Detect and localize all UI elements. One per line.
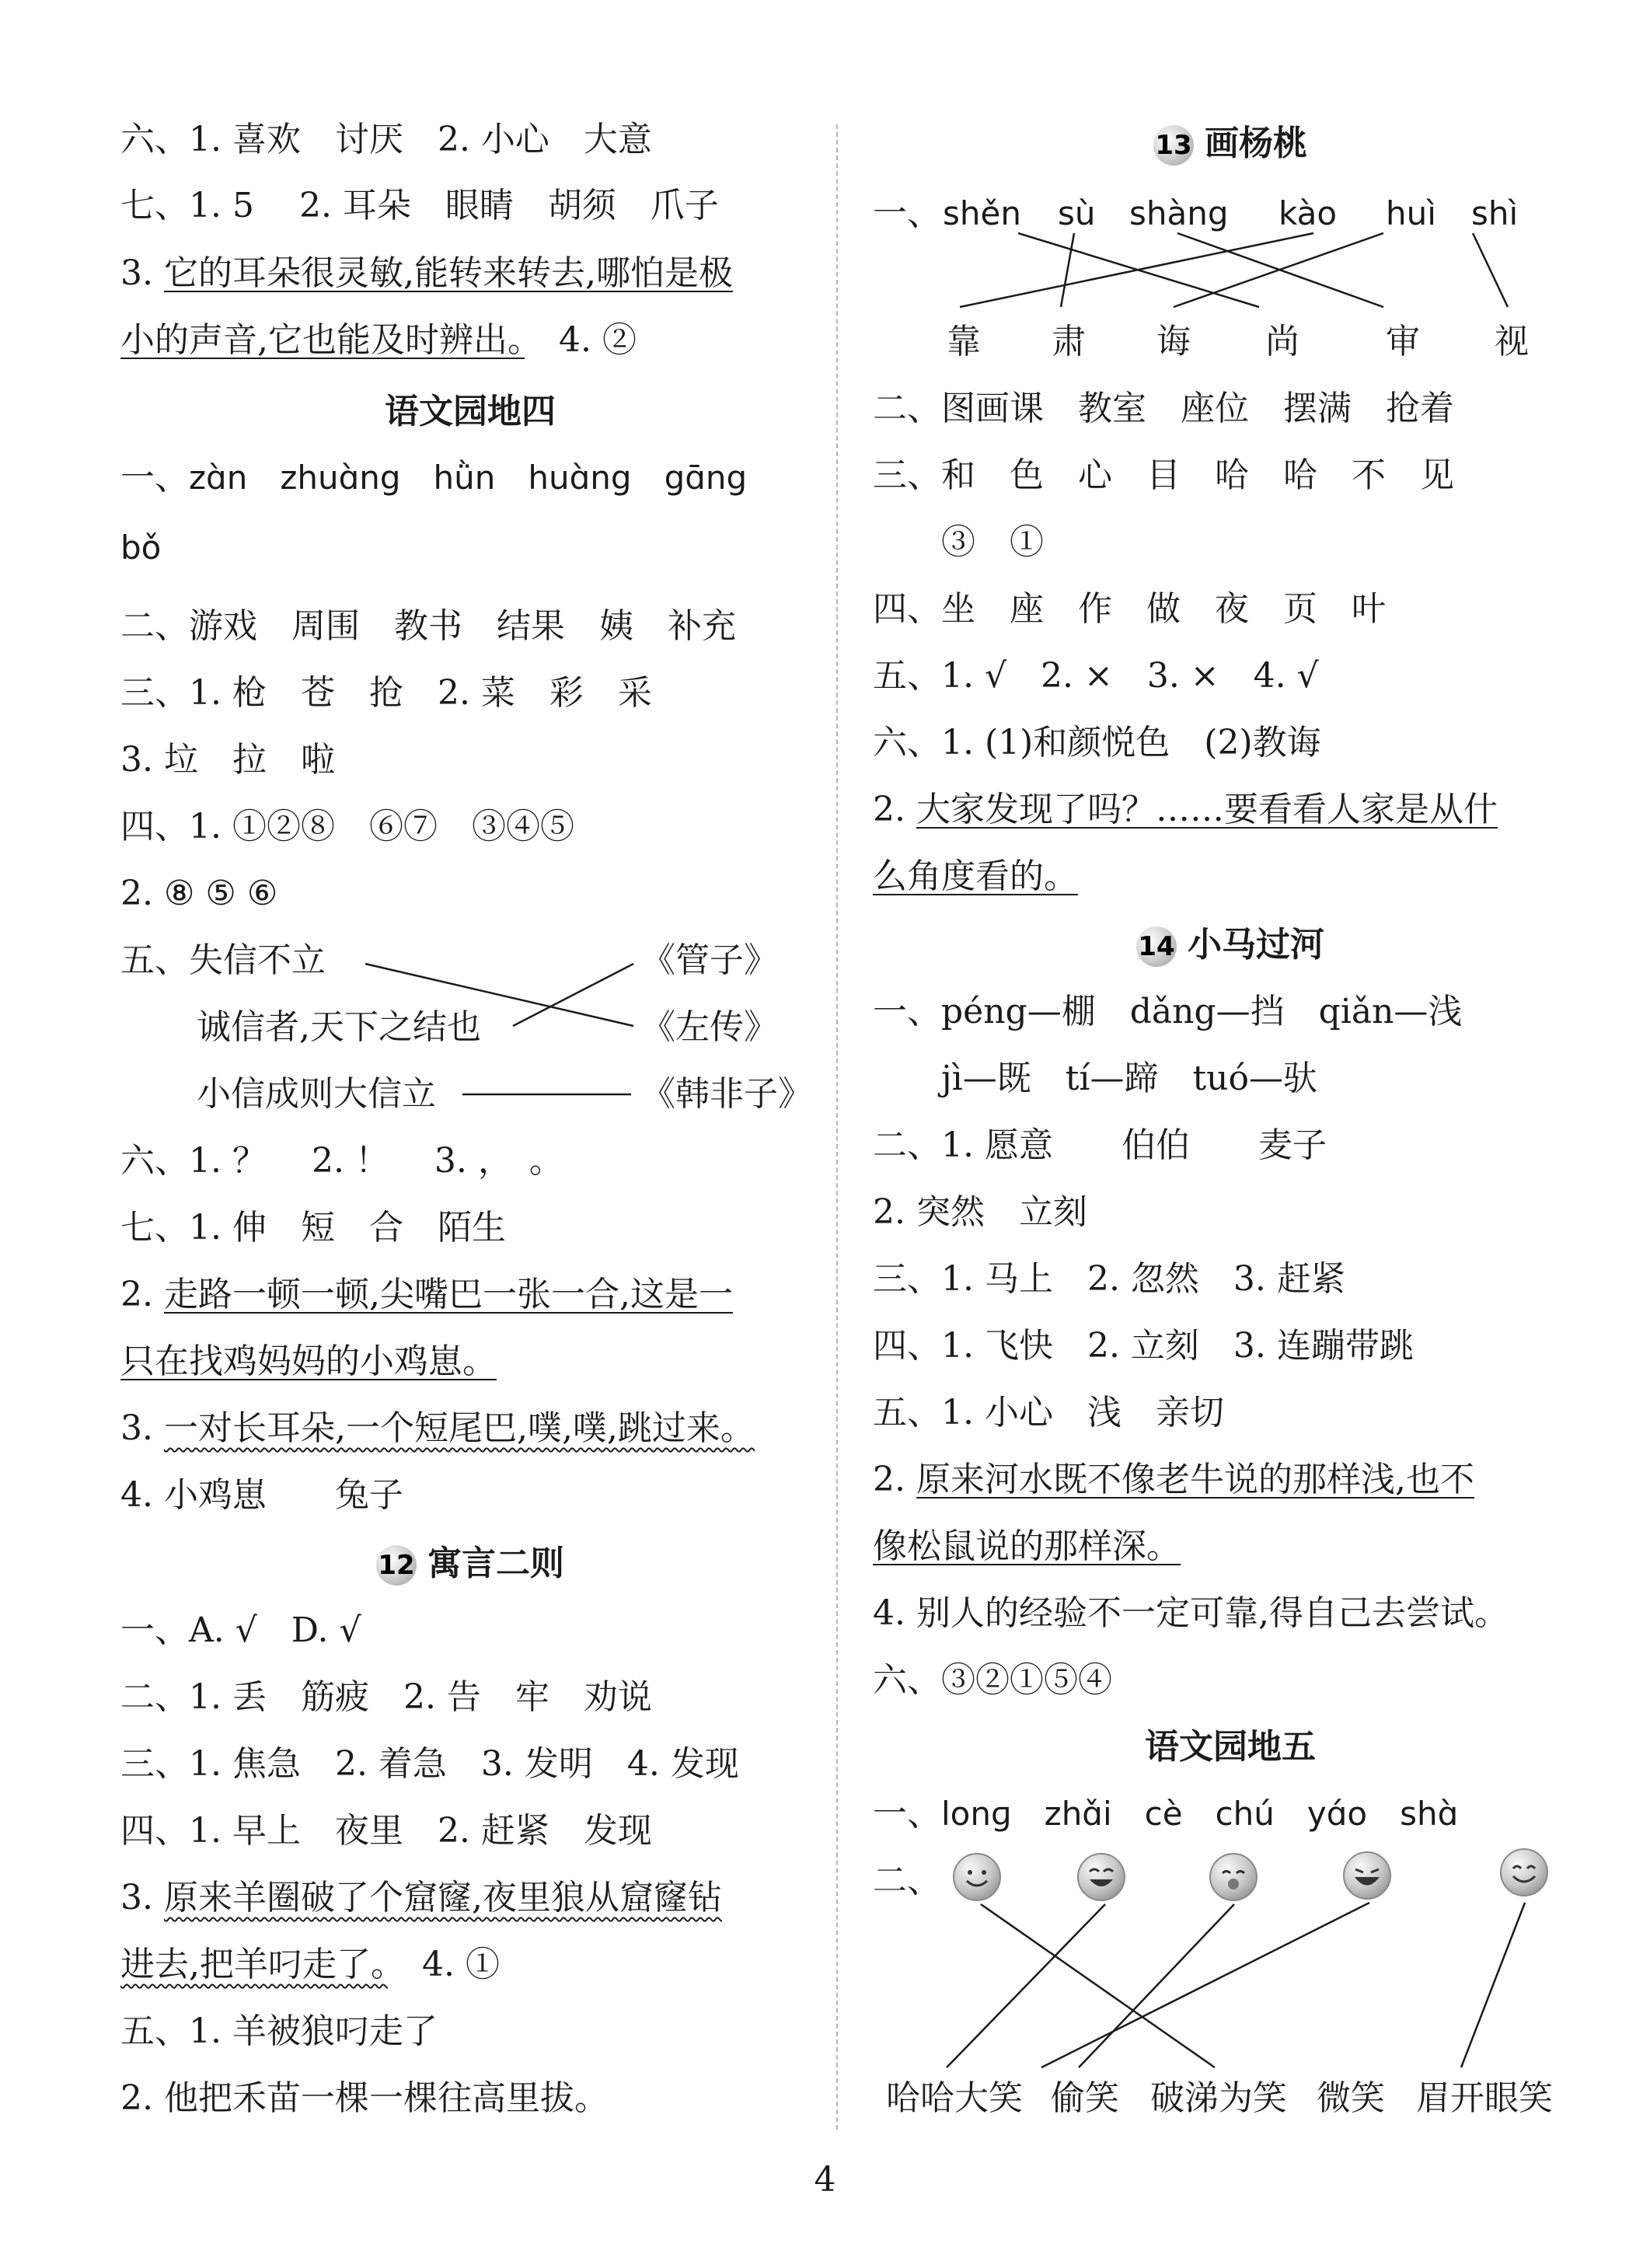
match-line xyxy=(1079,1904,1234,2067)
answer-line: 二、1. 丢 筋疲 2. 告 牢 劝说 xyxy=(120,1677,652,1717)
answer-line: 七、1. 5 2. 耳朵 眼睛 胡须 爪子 xyxy=(120,186,719,225)
answer-line: 六、③②①⑤④ xyxy=(873,1660,1112,1700)
pinyin-4: kào xyxy=(1278,194,1338,232)
answer-line: 4. 别人的经验不一定可靠,得自己去尝试。 xyxy=(873,1593,1509,1633)
item-number: 3. xyxy=(120,253,164,293)
pinyin-1: shěn xyxy=(943,194,1021,232)
answer-line: 二、图画课 教室 座位 摆满 抢着 xyxy=(873,389,1454,428)
underlined-answer: 大家发现了吗？……要看看人家是从什 xyxy=(916,790,1498,829)
answer-line: 三、和 色 心 目 哈 哈 不 见 xyxy=(873,455,1454,495)
match-left-1: 五、失信不立 xyxy=(120,940,326,980)
lesson-title: 画杨桃 xyxy=(1205,124,1307,163)
match-left-2: 诚信者,天下之结也 xyxy=(197,1007,481,1047)
pinyin-answers: bǒ xyxy=(120,529,162,567)
match-char-5: 审 xyxy=(1386,322,1420,361)
item-number: 3. xyxy=(120,1878,164,1917)
match-right-2: 《左传》 xyxy=(641,1007,778,1047)
answer-line: 三、1. 马上 2. 忽然 3. 赶紧 xyxy=(873,1259,1345,1299)
answer-line: 五、1. 羊被狼叼走了 xyxy=(120,2012,438,2051)
lesson-number-badge: 13 xyxy=(1153,125,1194,166)
answer-line: 一、A. √ D. √ xyxy=(120,1610,361,1650)
lesson-number-badge: 14 xyxy=(1136,926,1177,967)
answer-line: 二、1. 愿意 伯伯 麦子 xyxy=(873,1125,1327,1165)
match-char-4: 尚 xyxy=(1265,322,1299,361)
underlined-answer: 只在找鸡妈妈的小鸡崽。 xyxy=(120,1342,497,1381)
pinyin-6: shì xyxy=(1471,194,1519,232)
emoji-label-4: 微笑 xyxy=(1317,2078,1385,2118)
answer-line: jì—既 tí—蹄 tuó—驮 xyxy=(873,1059,1317,1098)
wavy-underlined-answer: 一对长耳朵,一个短尾巴,噗,噗,跳过来。 xyxy=(163,1408,755,1448)
match-line xyxy=(1461,1903,1525,2067)
match-left-3: 小信成则大信立 xyxy=(197,1074,436,1114)
item-number: 一、 xyxy=(120,458,189,497)
section-title: 语文园地五 xyxy=(1145,1727,1316,1767)
answer-line: 五、1. √ 2. × 3. × 4. √ xyxy=(873,656,1319,696)
answer-line: 四、坐 座 作 做 夜 页 叶 xyxy=(873,589,1386,629)
answer-line: 一、péng—棚 dǎng—挡 qiǎn—浅 xyxy=(873,992,1463,1031)
underlined-answer: 原来河水既不像老牛说的那样浅,也不 xyxy=(916,1460,1474,1499)
match-char-3: 诲 xyxy=(1156,322,1191,361)
section-title: 语文园地四 xyxy=(385,392,556,431)
lesson-number-badge: 12 xyxy=(376,1545,417,1586)
answer-line: 四、1. 飞快 2. 立刻 3. 连蹦带跳 xyxy=(873,1326,1414,1366)
underlined-answer: 么角度看的。 xyxy=(873,857,1078,896)
pinyin-5: huì xyxy=(1386,194,1436,232)
underlined-answer: 走路一顿一顿,尖嘴巴一张一合,这是一 xyxy=(163,1275,733,1314)
answer-line: 二、游戏 周围 教书 结果 姨 补充 xyxy=(120,606,736,646)
match-char-1: 靠 xyxy=(947,322,981,361)
lesson-title: 寓言二则 xyxy=(427,1544,564,1583)
answer-line: 2. 突然 立刻 xyxy=(873,1192,1087,1232)
answer-line: 六、1. (1)和颜悦色 (2)教诲 xyxy=(873,723,1321,762)
page-number: 4 xyxy=(814,2160,836,2200)
match-char-2: 肃 xyxy=(1052,322,1086,361)
answer-line: 三、1. 枪 苍 抢 2. 菜 彩 采 xyxy=(120,673,652,713)
answer-line: 一、 xyxy=(873,194,941,233)
answer-line: 六、1. 喜欢 讨厌 2. 小心 大意 xyxy=(120,120,652,159)
answer-text: 4. ② xyxy=(525,320,637,360)
match-line xyxy=(947,1904,1105,2067)
answer-line: 四、1. ①②⑧ ⑥⑦ ③④⑤ xyxy=(120,807,574,846)
emoji-label-1: 哈哈大笑 xyxy=(886,2078,1023,2118)
answer-line: 五、1. 小心 浅 亲切 xyxy=(873,1393,1224,1432)
answer-line: 2. 他把禾苗一棵一棵往高里拔。 xyxy=(120,2078,609,2118)
item-number: 2. xyxy=(873,790,916,829)
answer-line: 六、1. ？ 2. ！ 3. ， 。 xyxy=(120,1141,563,1181)
emoji-label-5: 眉开眼笑 xyxy=(1416,2078,1553,2118)
pinyin-answers: zɑ̀n zhuɑ̀ng hǜn huɑ̀ng gɑ̄ng xyxy=(189,459,748,497)
answer-line: 4. 小鸡崽 兔子 xyxy=(120,1475,403,1515)
answer-line: 2. ⑧ ⑤ ⑥ xyxy=(120,874,278,913)
underlined-answer: 它的耳朵很灵敏,能转来转去,哪怕是极 xyxy=(163,253,733,293)
match-right-3: 《韩非子》 xyxy=(641,1074,812,1114)
pinyin-answers: lonɡ zhɑ̌i cè chú yɑ́o shɑ̀ xyxy=(941,1795,1459,1833)
answer-line: 二、 xyxy=(873,1861,941,1900)
answer-line: 四、1. 早上 夜里 2. 赶紧 发现 xyxy=(120,1811,652,1851)
underlined-answer: 小的声音,它也能及时辨出。 xyxy=(120,320,525,360)
item-number: 2. xyxy=(873,1460,916,1499)
match-right-1: 《管子》 xyxy=(641,940,778,980)
answer-line: ③ ① xyxy=(873,522,1044,562)
pinyin-2: sù xyxy=(1058,194,1096,232)
emoji-label-3: 破涕为笑 xyxy=(1150,2078,1287,2118)
item-number: 3. xyxy=(120,1408,164,1448)
answer-line: 3. 垃 拉 啦 xyxy=(120,740,335,780)
item-number: 2. xyxy=(120,1275,164,1314)
wavy-underlined-answer: 原来羊圈破了个窟窿,夜里狼从窟窿钻 xyxy=(163,1878,722,1917)
lesson-title: 小马过河 xyxy=(1188,925,1324,965)
answer-line: 七、1. 伸 短 合 陌生 xyxy=(120,1208,506,1247)
underlined-answer: 像松鼠说的那样深。 xyxy=(873,1527,1181,1566)
match-char-6: 视 xyxy=(1495,322,1529,361)
match-line xyxy=(1041,1903,1369,2067)
answer-line: 三、1. 焦急 2. 着急 3. 发明 4. 发现 xyxy=(120,1744,739,1784)
emoji-label-2: 偷笑 xyxy=(1051,2078,1119,2118)
wavy-underlined-answer: 进去,把羊叼走了。 xyxy=(120,1945,388,1984)
item-number: 一、 xyxy=(873,1794,941,1834)
pinyin-3: shàng xyxy=(1129,194,1229,232)
match-line xyxy=(981,1904,1215,2067)
answer-text: 4. ① xyxy=(388,1945,500,1984)
